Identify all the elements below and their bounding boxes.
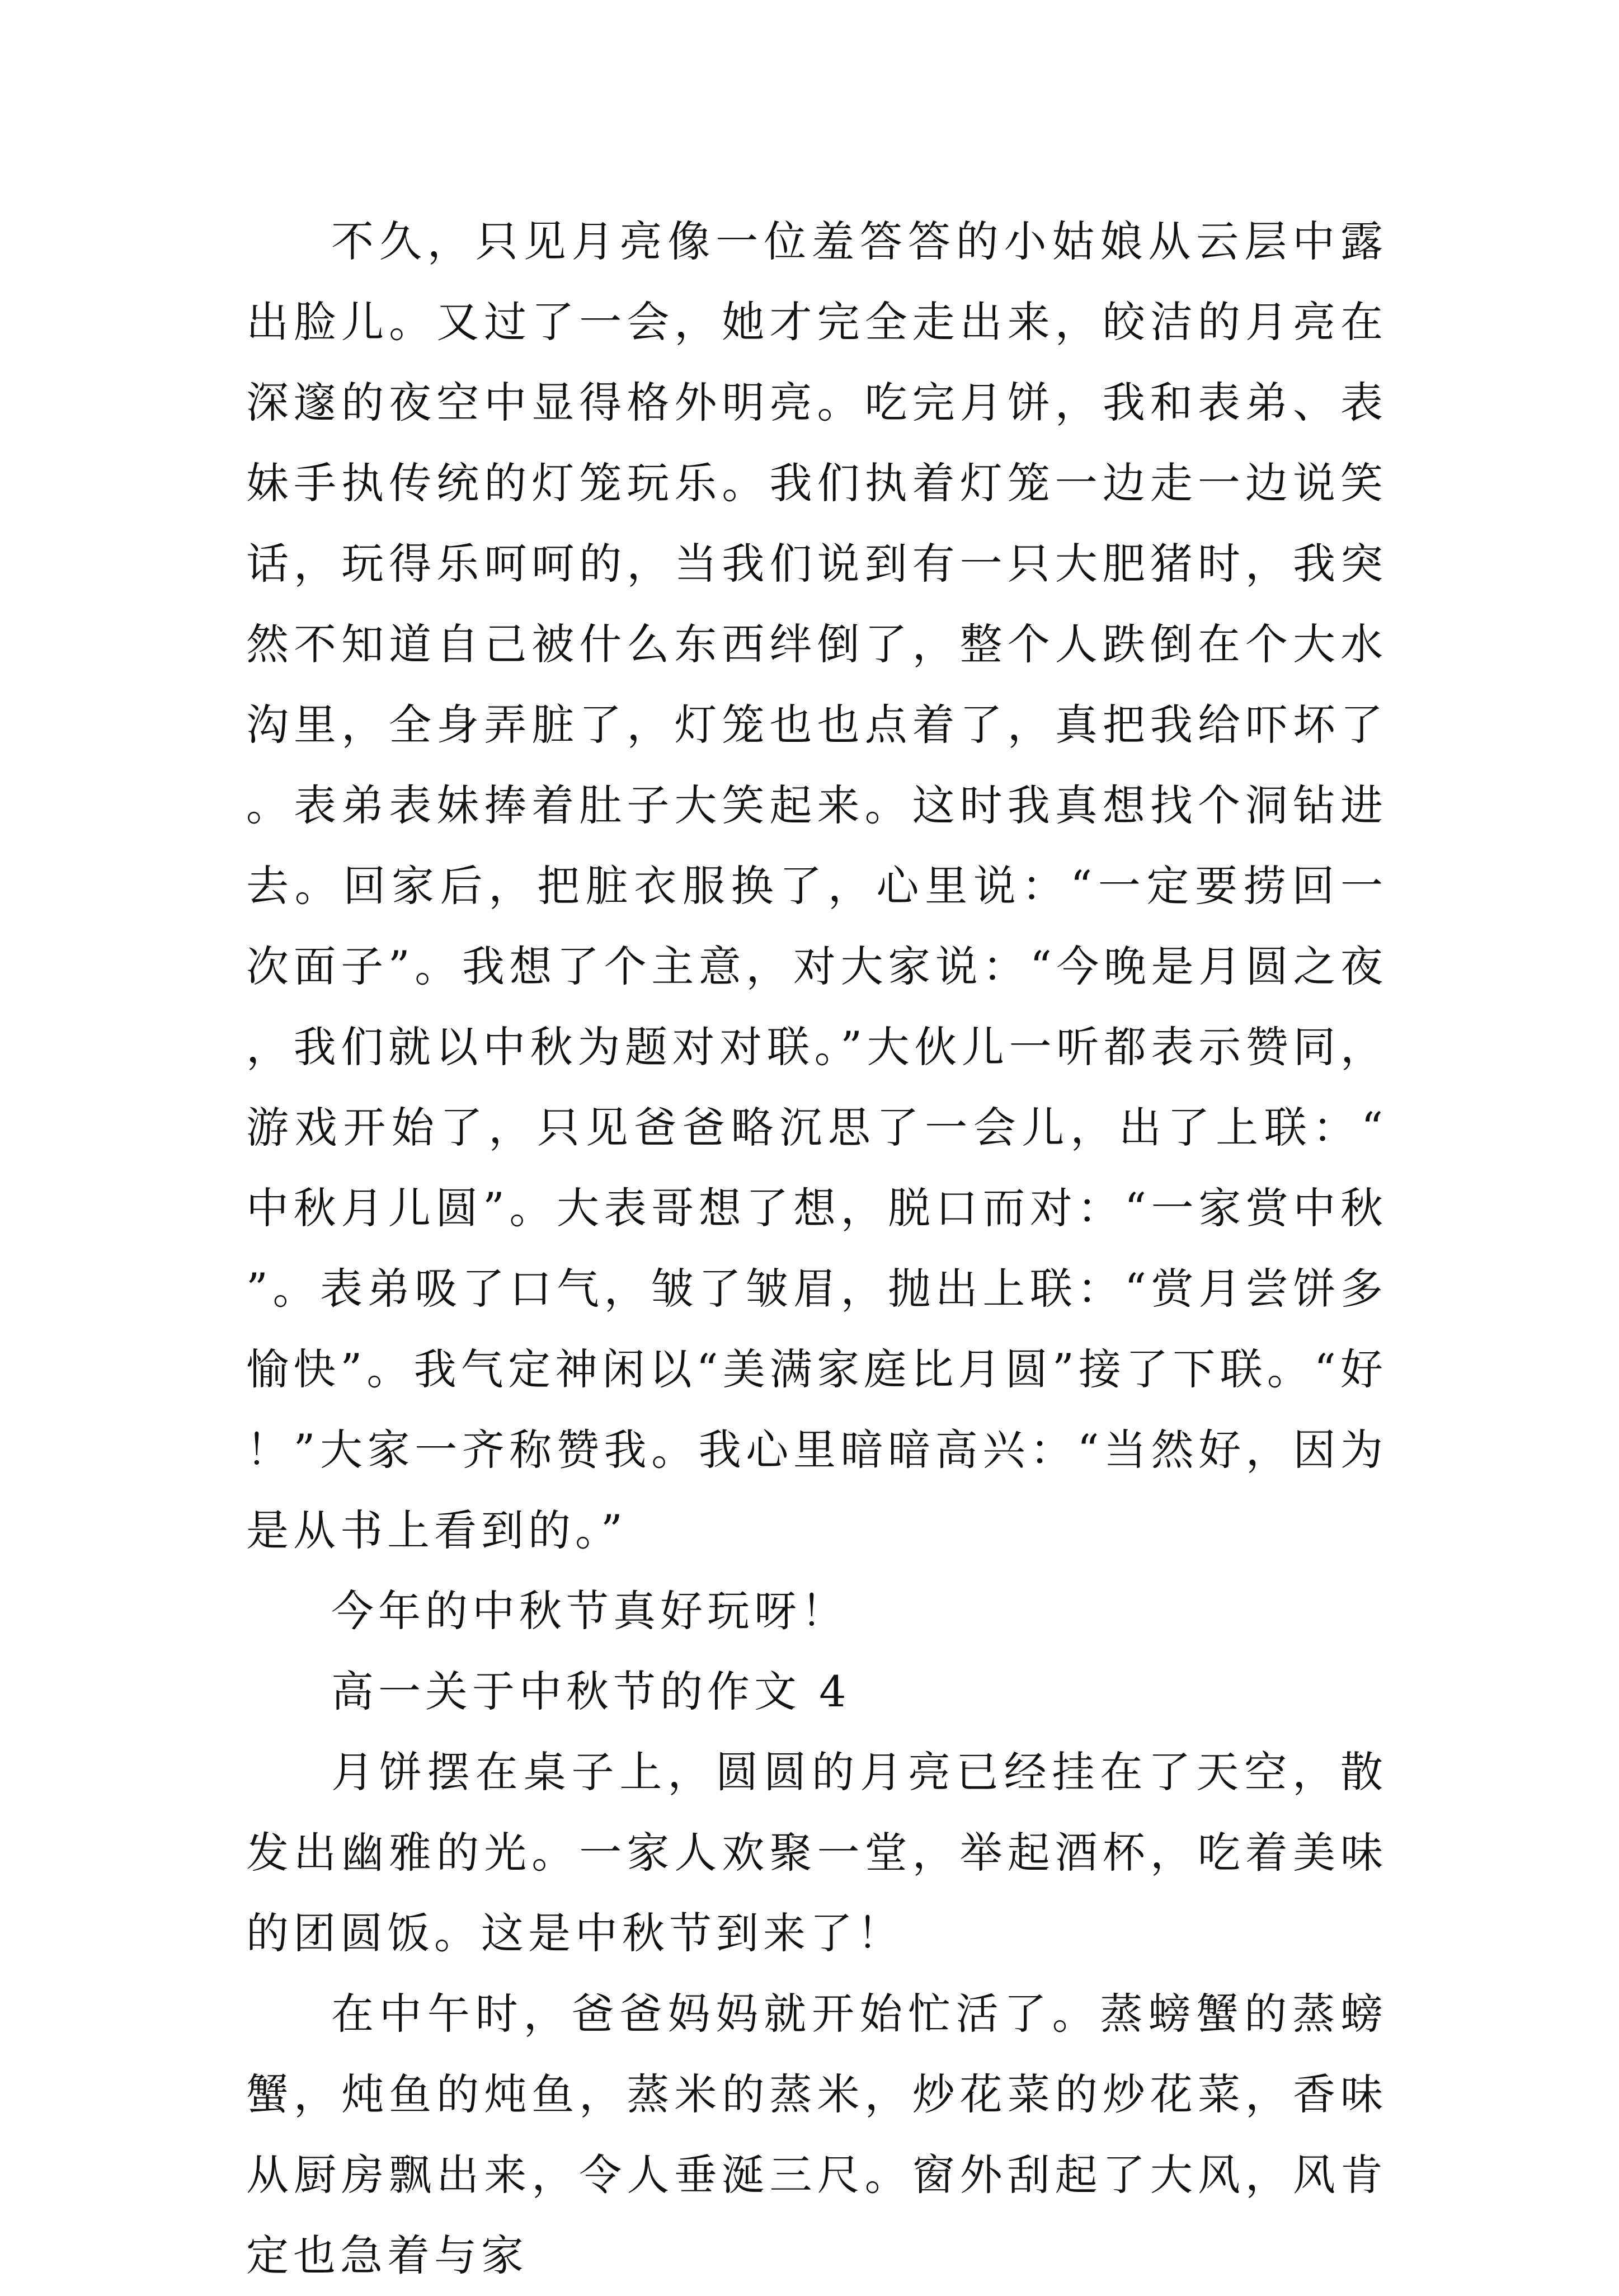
paragraph-mooncakes: 月饼摆在桌子上，圆圆的月亮已经挂在了天空，散发出幽雅的光。一家人欢聚一堂，举起酒杯，吃着美味的团圆饭。这是中秋节到来了！ <box>246 1747 1387 1958</box>
document-body <box>246 201 1387 2296</box>
essay-title: 高一关于中秋节的作文 4 <box>331 1667 851 1716</box>
paragraph-moon-riddles: 不久，只见月亮像一位羞答答的小姑娘从云层中露出脸儿。又过了一会，她才完全走出来，皎洁的月亮在深邃的夜空中显得格外明亮。吃完月饼，我和表弟、表妹手执传统的灯笼玩乐。我们执着灯笼一边走一边说笑话，玩得乐呵呵的，当我们说到有一只大肥猪时，我突然不知道自己被什么东西绊倒了，整个人跌倒在个大水沟里，全身弄脏了，灯笼也也点着了，真把我给吓坏了。表弟表妹捧着肚子大笑起来。这时我真想找个洞钻进去。回家后，把脏衣服换了，心里说：“一定要捞回一次面子”。我想了个主意，对大家说：“今晚是月圆之夜，我们就以中秋为题对对联。”大伙儿一听都表示赞同，游戏开始了，只见爸爸略沉思了一会儿，出了上联：“中秋月儿圆”。大表哥想了想，脱口而对：“一家赏中秋”。表弟吸了口气，皱了皱眉，抛出上联：“赏月尝饼多愉快”。我气定神闲以“美满家庭比月圆”接了下联。“好！”大家一齐称赞我。我心里暗暗高兴：“当然好，因为是从书上看到的。” <box>246 217 1387 1555</box>
paragraph-cooking: 在中午时，爸爸妈妈就开始忙活了。蒸螃蟹的蒸螃蟹，炖鱼的炖鱼，蒸米的蒸米，炒花菜的炒花菜，香味从厨房飘出来，令人垂涎三尺。窗外刮起了大风，风肯定也急着与家 <box>246 1989 1387 2280</box>
paragraph-fun-festival: 今年的中秋节真好玩呀！ <box>331 1586 848 1636</box>
